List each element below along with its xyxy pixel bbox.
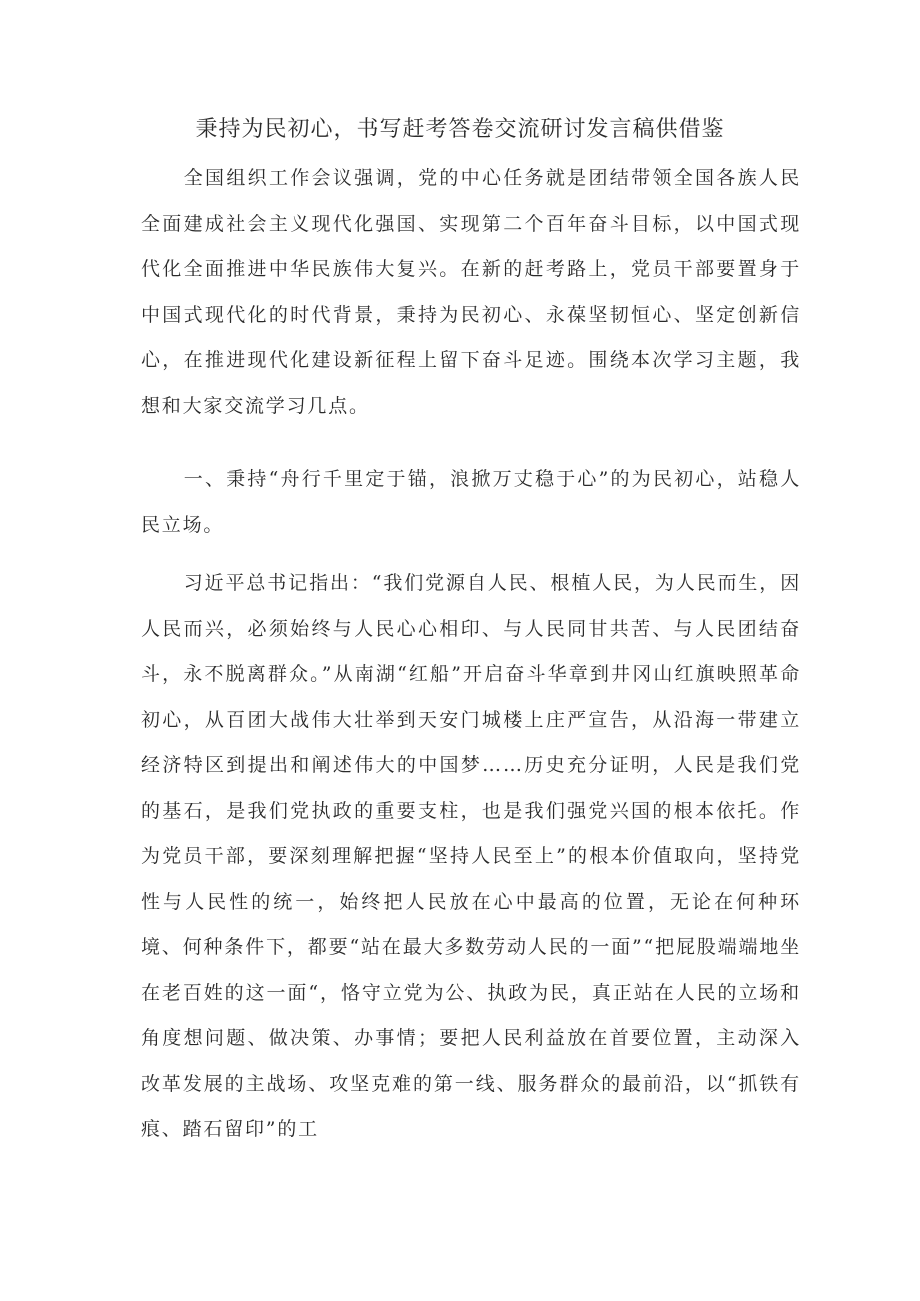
paragraph-body: 习近平总书记指出：“我们党源自人民、根植人民，为人民而生，因人民而兴，必须始终与人民心心相印、与人民同甘共苦、与人民团结奋斗，永不脱离群众。”从南湖“红船”开启奋斗华章到井冈山红旗映照革命初心，从百团大战伟大壮举到天安门城楼上庄严宣告，从沿海一带建立经济特区到提出和阐述伟大的中国梦……历史充分证明，人民是我们党的基石，是我们党执政的重要支柱，也是我们强党兴国的根本依托。作为党员干部，要深刻理解把握“坚持人民至上”的根本价值取向，坚持党性与人民性的统一，始终把人民放在心中最高的位置，无论在何种环境、何种条件下，都要“站在最大多数劳动人民的一面”“把屁股端端地坐在老百姓的这一面“，恪守立党为公、执政为民，真正站在人民的立场和角度想问题、做决策、办事情；要把人民利益放在首要位置，主动深入改革发展的主战场、攻坚克难的第一线、服务群众的最前沿，以“抓铁有痕、踏石留印”的工 (141, 572, 801, 1140)
paragraph-intro: 全国组织工作会议强调，党的中心任务就是团结带领全国各族人民全面建成社会主义现代化强国、实现第二个百年奋斗目标，以中国式现代化全面推进中华民族伟大复兴。在新的赶考路上，党员干部要置身于中国式现代化的时代背景，秉持为民初心、永葆坚韧恒心、坚定创新信心，在推进现代化建设新征程上留下奋斗足迹。围绕本次学习主题，我想和大家交流学习几点。 (141, 167, 801, 417)
document-title: 秉持为民初心，书写赶考答卷交流研讨发言稿供借鉴 (195, 117, 725, 142)
section-heading-1: 一、秉持“舟行千里定于锚，浪掀万丈稳于心”的为民初心，站稳人民立场。 (141, 468, 801, 536)
